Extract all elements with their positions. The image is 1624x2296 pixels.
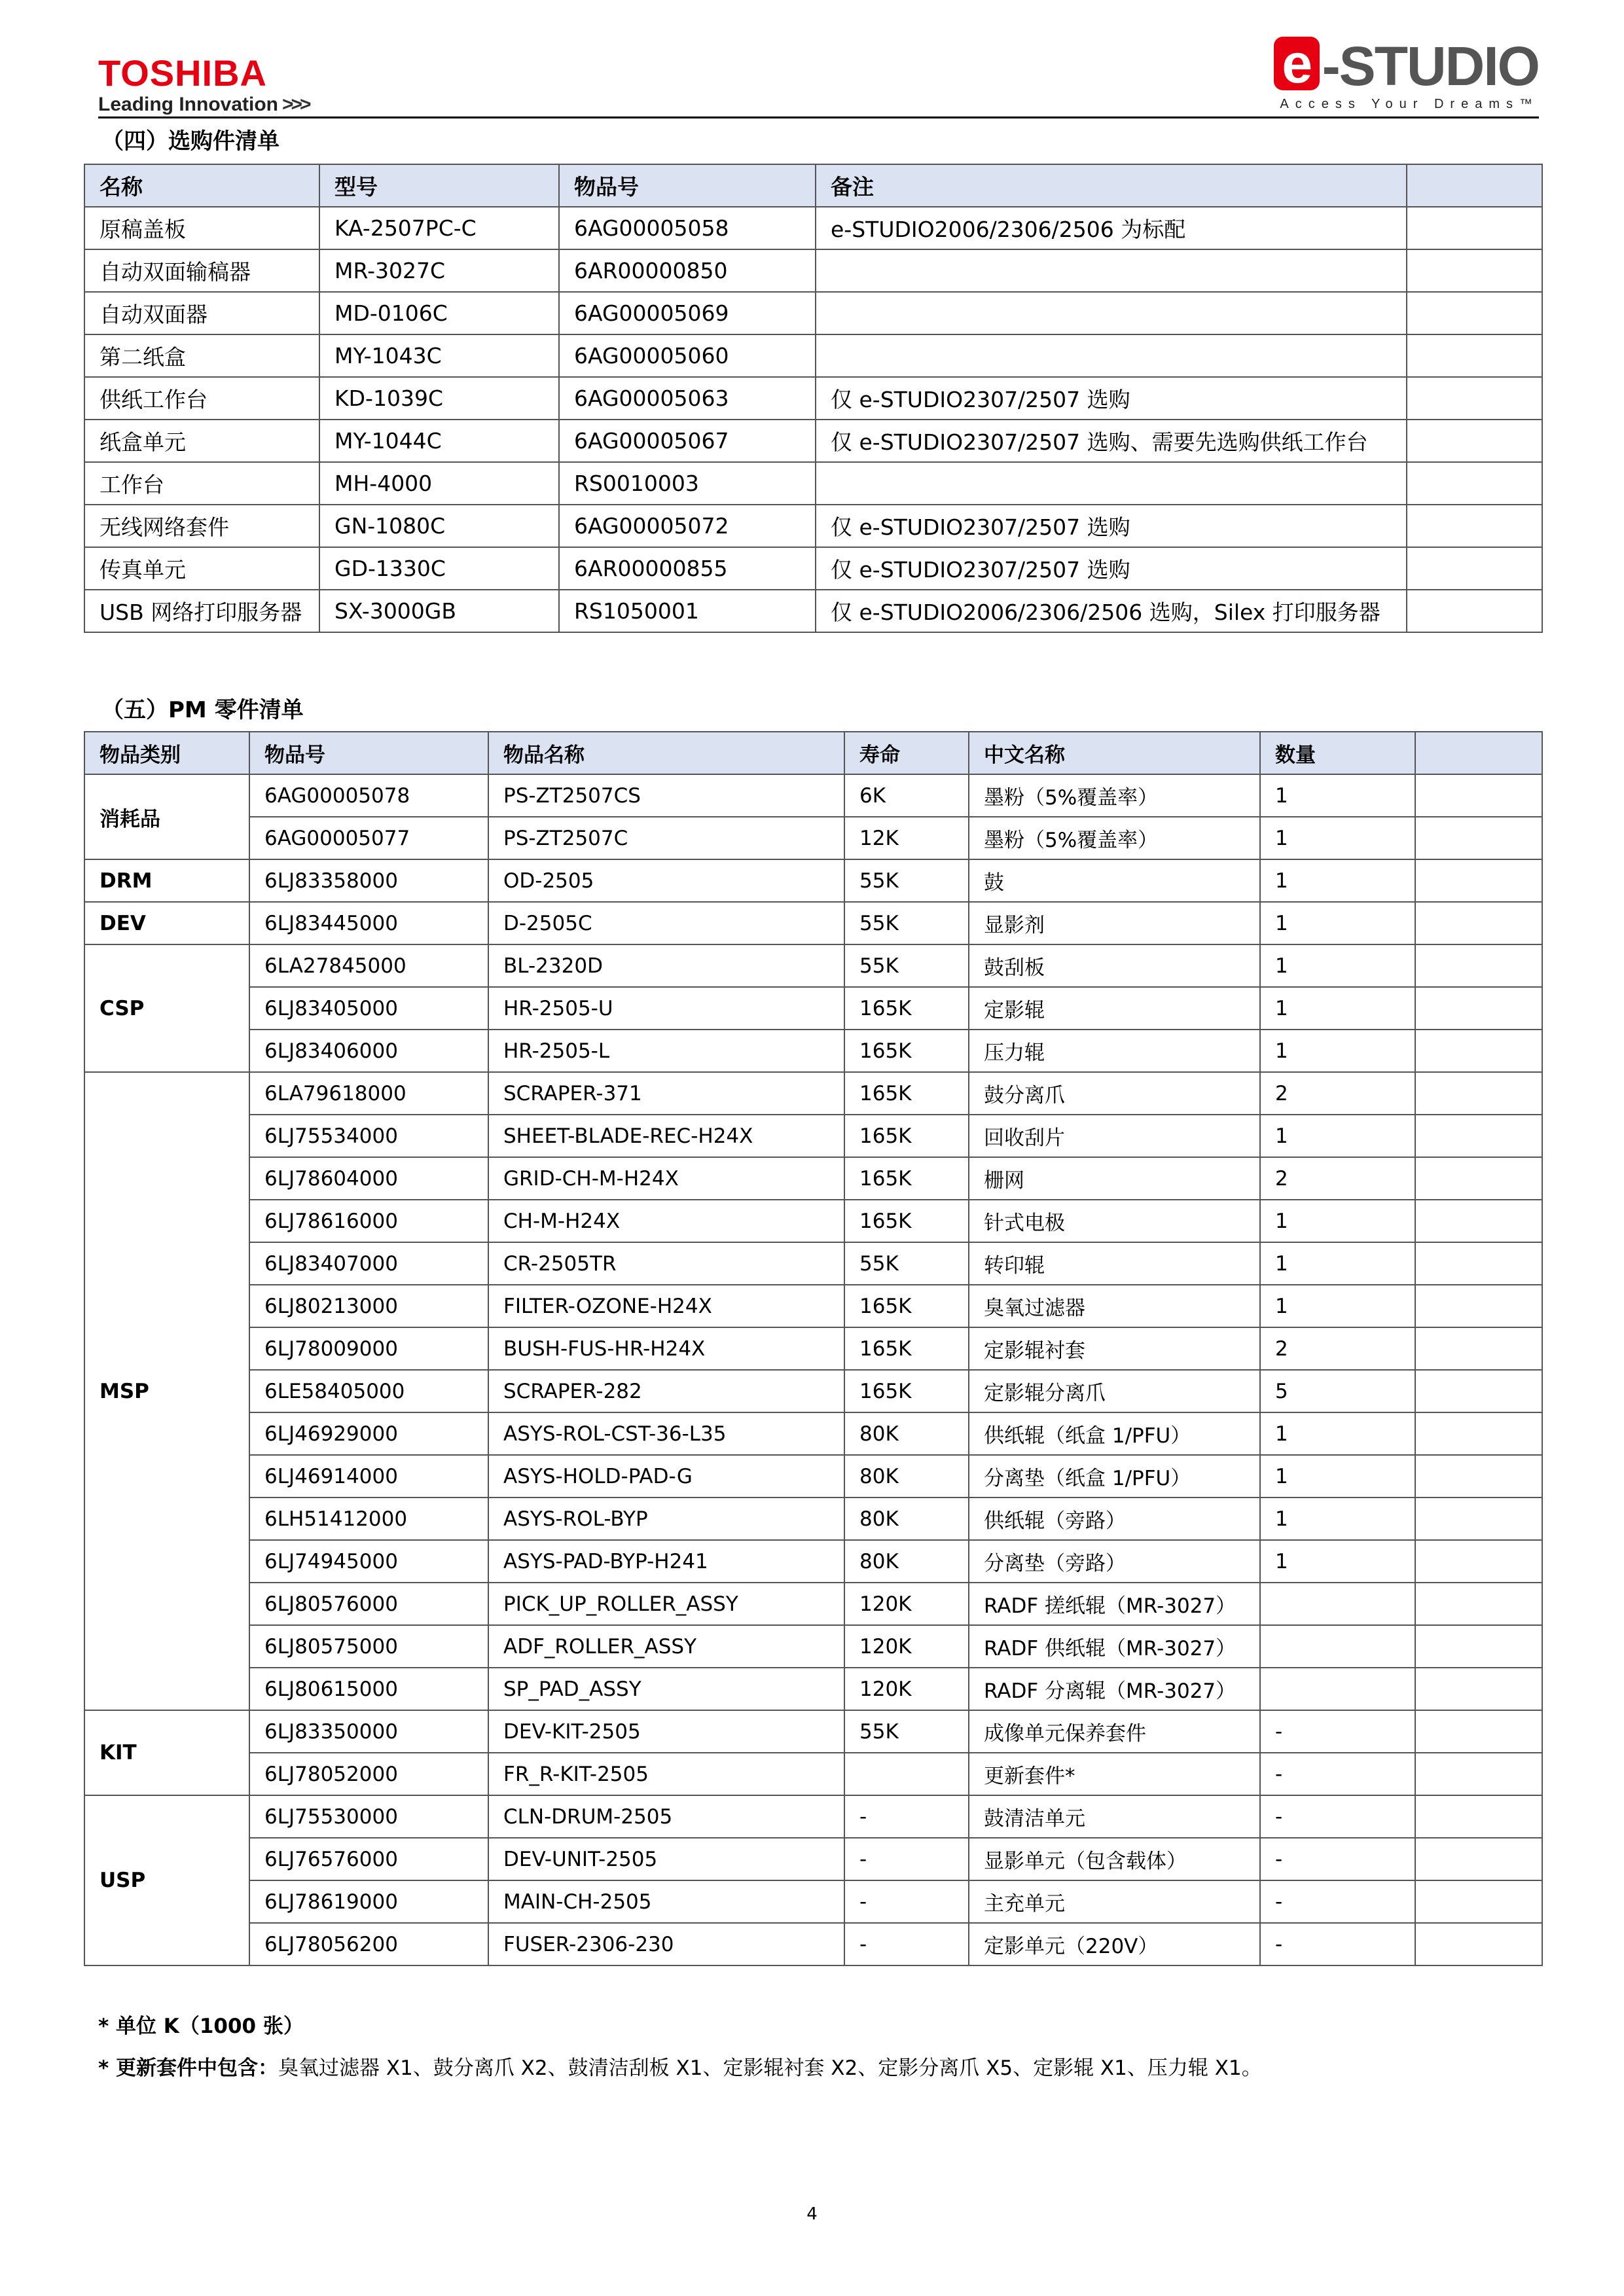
table-cell: 1: [1260, 1285, 1415, 1327]
table-cell: [1407, 334, 1542, 377]
empty-cell: [1415, 1157, 1542, 1200]
table-cell: 1: [1260, 1540, 1415, 1583]
table-header-cell: 名称: [84, 164, 319, 207]
table-row: [84, 207, 1542, 249]
table-row: [84, 1327, 1542, 1370]
table-cell: 转印辊: [969, 1242, 1260, 1285]
table-cell: CLN-DRUM-2505: [488, 1795, 844, 1838]
table-cell: 1: [1260, 817, 1415, 859]
empty-cell: [1415, 1923, 1542, 1965]
table-row: [84, 462, 1542, 505]
table-cell: -: [1260, 1838, 1415, 1880]
table-cell: 显影剂: [969, 902, 1260, 944]
table-cell: SCRAPER-371: [488, 1072, 844, 1115]
table-cell: 臭氧过滤器: [969, 1285, 1260, 1327]
table-cell: PICK_UP_ROLLER_ASSY: [488, 1583, 844, 1625]
table-row: [84, 944, 1542, 987]
table-cell: DEV-KIT-2505: [488, 1710, 844, 1753]
table-cell: FUSER-2306-230: [488, 1923, 844, 1965]
section4-title: （四）选购件清单: [101, 128, 280, 154]
table-cell: 1: [1260, 944, 1415, 987]
table-cell: 定影辊分离爪: [969, 1370, 1260, 1412]
table-row: [84, 1795, 1542, 1838]
table-row: [84, 1455, 1542, 1498]
table-cell: 80K: [844, 1540, 969, 1583]
table-cell: 仅 e-STUDIO2307/2507 选购: [816, 505, 1407, 547]
table-cell: 6AG00005069: [559, 292, 816, 334]
table-row: [84, 902, 1542, 944]
table-cell: MD-0106C: [319, 292, 559, 334]
table-cell: 1: [1260, 1412, 1415, 1455]
table-row: [84, 987, 1542, 1030]
table-row: [84, 547, 1542, 590]
table-cell: FR_R-KIT-2505: [488, 1753, 844, 1795]
empty-cell: [1415, 774, 1542, 817]
empty-cell: [1415, 1880, 1542, 1923]
pm-parts-table: [84, 731, 1543, 1966]
table-cell: 2: [1260, 1327, 1415, 1370]
page-number: 4: [806, 2204, 818, 2224]
table-cell: 墨粉（5%覆盖率）: [969, 774, 1260, 817]
toshiba-logo: [98, 54, 309, 117]
table-cell: [1260, 1625, 1415, 1668]
table-cell: 55K: [844, 1710, 969, 1753]
table-cell: 80K: [844, 1412, 969, 1455]
table-cell: 6LJ46914000: [249, 1455, 488, 1498]
table-cell: 1: [1260, 902, 1415, 944]
category-cell: DRM: [84, 859, 249, 902]
table-cell: 自动双面器: [84, 292, 319, 334]
empty-cell: [1415, 859, 1542, 902]
table-cell: 成像单元保养套件: [969, 1710, 1260, 1753]
table-cell: -: [844, 1838, 969, 1880]
table-cell: 1: [1260, 1242, 1415, 1285]
table-cell: 6LJ83358000: [249, 859, 488, 902]
table-cell: 供纸辊（纸盒 1/PFU）: [969, 1412, 1260, 1455]
table-cell: FILTER-OZONE-H24X: [488, 1285, 844, 1327]
table-cell: PS-ZT2507C: [488, 817, 844, 859]
table-cell: 6AG00005077: [249, 817, 488, 859]
table-cell: 鼓分离爪: [969, 1072, 1260, 1115]
category-cell: DEV: [84, 902, 249, 944]
empty-cell: [1415, 1030, 1542, 1072]
options-table-header: [84, 164, 1542, 207]
table-cell: 6LJ83407000: [249, 1242, 488, 1285]
table-cell: 165K: [844, 1285, 969, 1327]
table-cell: GD-1330C: [319, 547, 559, 590]
table-cell: 鼓: [969, 859, 1260, 902]
table-cell: 1: [1260, 1115, 1415, 1157]
category-cell: CSP: [84, 944, 249, 1072]
table-row: [84, 774, 1542, 817]
table-cell: KD-1039C: [319, 377, 559, 420]
table-cell: [1260, 1583, 1415, 1625]
table-cell: SCRAPER-282: [488, 1370, 844, 1412]
table-cell: 6AG00005078: [249, 774, 488, 817]
table-cell: 165K: [844, 1370, 969, 1412]
table-cell: 12K: [844, 817, 969, 859]
table-cell: 1: [1260, 1455, 1415, 1498]
table-cell: 1: [1260, 1030, 1415, 1072]
table-cell: 6LJ80615000: [249, 1668, 488, 1710]
table-cell: 定影单元（220V）: [969, 1923, 1260, 1965]
empty-cell: [1415, 1838, 1542, 1880]
table-cell: 1: [1260, 1498, 1415, 1540]
table-header-cell: 寿命: [844, 732, 969, 774]
table-cell: RS1050001: [559, 590, 816, 632]
table-cell: [1407, 505, 1542, 547]
table-cell: 鼓清洁单元: [969, 1795, 1260, 1838]
table-header-cell: [1407, 164, 1542, 207]
table-cell: -: [844, 1795, 969, 1838]
table-cell: 定影辊: [969, 987, 1260, 1030]
table-cell: SHEET-BLADE-REC-H24X: [488, 1115, 844, 1157]
table-cell: MAIN-CH-2505: [488, 1880, 844, 1923]
table-cell: GRID-CH-M-H24X: [488, 1157, 844, 1200]
table-row: [84, 249, 1542, 292]
table-cell: MH-4000: [319, 462, 559, 505]
table-cell: -: [1260, 1753, 1415, 1795]
table-cell: 6AG00005060: [559, 334, 816, 377]
empty-cell: [1415, 1668, 1542, 1710]
table-cell: RADF 供纸辊（MR-3027）: [969, 1625, 1260, 1668]
table-cell: [844, 1753, 969, 1795]
table-row: [84, 1583, 1542, 1625]
pm-parts-table-header: [84, 732, 1542, 774]
table-cell: ASYS-ROL-CST-36-L35: [488, 1412, 844, 1455]
table-cell: 针式电极: [969, 1200, 1260, 1242]
table-cell: 55K: [844, 944, 969, 987]
table-cell: BUSH-FUS-HR-H24X: [488, 1327, 844, 1370]
table-row: [84, 1412, 1542, 1455]
table-cell: 6LJ78619000: [249, 1880, 488, 1923]
table-cell: -: [844, 1880, 969, 1923]
table-cell: GN-1080C: [319, 505, 559, 547]
brand-name: TOSHIBA: [98, 52, 267, 94]
table-cell: SP_PAD_ASSY: [488, 1668, 844, 1710]
table-cell: 165K: [844, 987, 969, 1030]
table-row: [84, 859, 1542, 902]
table-cell: 2: [1260, 1157, 1415, 1200]
empty-cell: [1415, 1285, 1542, 1327]
table-header-cell: 物品名称: [488, 732, 844, 774]
empty-cell: [1415, 1455, 1542, 1498]
table-cell: 6AR00000855: [559, 547, 816, 590]
table-cell: -: [1260, 1795, 1415, 1838]
empty-cell: [1415, 1498, 1542, 1540]
table-row: [84, 590, 1542, 632]
table-cell: 165K: [844, 1115, 969, 1157]
table-cell: 纸盒单元: [84, 420, 319, 462]
table-cell: USB 网络打印服务器: [84, 590, 319, 632]
table-cell: 6LH51412000: [249, 1498, 488, 1540]
table-cell: 55K: [844, 1242, 969, 1285]
brand-tagline: [98, 93, 309, 117]
table-cell: 主充单元: [969, 1880, 1260, 1923]
empty-cell: [1415, 817, 1542, 859]
table-cell: ADF_ROLLER_ASSY: [488, 1625, 844, 1668]
table-cell: 仅 e-STUDIO2006/2306/2506 选购，Silex 打印服务器: [816, 590, 1407, 632]
table-cell: MR-3027C: [319, 249, 559, 292]
table-cell: 1: [1260, 859, 1415, 902]
table-cell: 6LJ78616000: [249, 1200, 488, 1242]
table-cell: 工作台: [84, 462, 319, 505]
table-row: [84, 1072, 1542, 1115]
table-row: [84, 505, 1542, 547]
table-cell: 6AG00005072: [559, 505, 816, 547]
table-row: [84, 1200, 1542, 1242]
table-cell: ASYS-ROL-BYP: [488, 1498, 844, 1540]
empty-cell: [1415, 944, 1542, 987]
kit-note-text: 臭氧过滤器 X1、鼓分离爪 X2、鼓清洁刮板 X1、定影辊衬套 X2、定影分离爪 X5、定影辊 X1、压力辊 X1。: [278, 2056, 1262, 2080]
table-cell: 165K: [844, 1072, 969, 1115]
table-cell: [816, 249, 1407, 292]
table-cell: 供纸辊（旁路）: [969, 1498, 1260, 1540]
tagline-text: Leading Innovation: [98, 94, 278, 115]
table-cell: [1407, 377, 1542, 420]
table-cell: DEV-UNIT-2505: [488, 1838, 844, 1880]
table-row: [84, 420, 1542, 462]
table-cell: 165K: [844, 1030, 969, 1072]
section5-title: （五）PM 零件清单: [101, 697, 304, 723]
table-cell: [1260, 1668, 1415, 1710]
table-cell: 5: [1260, 1370, 1415, 1412]
table-header-cell: [1415, 732, 1542, 774]
table-cell: 6LJ83445000: [249, 902, 488, 944]
category-cell: MSP: [84, 1072, 249, 1710]
table-cell: [1407, 249, 1542, 292]
table-cell: 仅 e-STUDIO2307/2507 选购: [816, 377, 1407, 420]
table-cell: BL-2320D: [488, 944, 844, 987]
options-table: [84, 164, 1543, 633]
table-row: [84, 1242, 1542, 1285]
table-cell: 6LJ78052000: [249, 1753, 488, 1795]
table-row: [84, 334, 1542, 377]
table-cell: 定影辊衬套: [969, 1327, 1260, 1370]
table-header-cell: 备注: [816, 164, 1407, 207]
table-cell: 165K: [844, 1200, 969, 1242]
table-cell: [1407, 207, 1542, 249]
table-row: [84, 1498, 1542, 1540]
table-cell: 6LA27845000: [249, 944, 488, 987]
table-cell: 6K: [844, 774, 969, 817]
estudio-logo: [1274, 33, 1539, 112]
empty-cell: [1415, 1370, 1542, 1412]
table-cell: MY-1044C: [319, 420, 559, 462]
table-header-cell: 物品号: [559, 164, 816, 207]
table-cell: 80K: [844, 1455, 969, 1498]
table-cell: 1: [1260, 774, 1415, 817]
unit-note: * 单位 K（1000 张）: [98, 2015, 304, 2038]
table-cell: 6AG00005067: [559, 420, 816, 462]
table-cell: e-STUDIO2006/2306/2506 为标配: [816, 207, 1407, 249]
kit-note-label: * 更新套件中包含：: [98, 2056, 279, 2080]
table-cell: 6LJ76576000: [249, 1838, 488, 1880]
empty-cell: [1415, 1625, 1542, 1668]
table-row: [84, 1838, 1542, 1880]
table-cell: 更新套件*: [969, 1753, 1260, 1795]
table-cell: 分离垫（旁路）: [969, 1540, 1260, 1583]
table-header-cell: 数量: [1260, 732, 1415, 774]
table-cell: -: [1260, 1880, 1415, 1923]
estudio-wordmark-text: -STUDIO: [1322, 35, 1539, 97]
table-cell: [1407, 420, 1542, 462]
category-cell: KIT: [84, 1710, 249, 1795]
table-cell: 供纸工作台: [84, 377, 319, 420]
table-row: [84, 1030, 1542, 1072]
table-cell: 6LJ83405000: [249, 987, 488, 1030]
kit-note: [98, 2055, 1262, 2081]
table-cell: [816, 292, 1407, 334]
table-cell: 6LJ80575000: [249, 1625, 488, 1668]
table-cell: 无线网络套件: [84, 505, 319, 547]
table-cell: 6AG00005058: [559, 207, 816, 249]
table-cell: 6LJ75530000: [249, 1795, 488, 1838]
table-row: [84, 1157, 1542, 1200]
table-cell: 6LJ83350000: [249, 1710, 488, 1753]
table-cell: 6LJ78009000: [249, 1327, 488, 1370]
estudio-wordmark: [1274, 33, 1539, 97]
table-cell: 120K: [844, 1625, 969, 1668]
empty-cell: [1415, 987, 1542, 1030]
empty-cell: [1415, 902, 1542, 944]
empty-cell: [1415, 1200, 1542, 1242]
table-cell: 鼓刮板: [969, 944, 1260, 987]
table-cell: 6LJ78056200: [249, 1923, 488, 1965]
table-cell: 墨粉（5%覆盖率）: [969, 817, 1260, 859]
empty-cell: [1415, 1795, 1542, 1838]
table-cell: ASYS-PAD-BYP-H241: [488, 1540, 844, 1583]
empty-cell: [1415, 1242, 1542, 1285]
table-cell: [1407, 590, 1542, 632]
table-cell: 显影单元（包含载体）: [969, 1838, 1260, 1880]
table-cell: KA-2507PC-C: [319, 207, 559, 249]
table-cell: ASYS-HOLD-PAD-G: [488, 1455, 844, 1498]
table-cell: SX-3000GB: [319, 590, 559, 632]
table-cell: 2: [1260, 1072, 1415, 1115]
table-cell: 6LA79618000: [249, 1072, 488, 1115]
table-row: [84, 1625, 1542, 1668]
table-cell: 仅 e-STUDIO2307/2507 选购、需要先选购供纸工作台: [816, 420, 1407, 462]
empty-cell: [1415, 1583, 1542, 1625]
table-row: [84, 377, 1542, 420]
table-cell: 第二纸盒: [84, 334, 319, 377]
estudio-e-mark: e: [1274, 37, 1320, 90]
table-cell: D-2505C: [488, 902, 844, 944]
table-cell: 120K: [844, 1668, 969, 1710]
empty-cell: [1415, 1072, 1542, 1115]
table-cell: 6AR00000850: [559, 249, 816, 292]
table-cell: 压力辊: [969, 1030, 1260, 1072]
table-cell: HR-2505-L: [488, 1030, 844, 1072]
table-row: [84, 1710, 1542, 1753]
table-cell: 分离垫（纸盒 1/PFU）: [969, 1455, 1260, 1498]
table-cell: 6LJ46929000: [249, 1412, 488, 1455]
table-cell: [816, 334, 1407, 377]
table-cell: 6LJ78604000: [249, 1157, 488, 1200]
table-cell: 自动双面输稿器: [84, 249, 319, 292]
table-cell: [1407, 292, 1542, 334]
table-cell: 55K: [844, 902, 969, 944]
table-cell: 1: [1260, 1200, 1415, 1242]
table-row: [84, 1115, 1542, 1157]
table-cell: -: [844, 1923, 969, 1965]
table-cell: RADF 搓纸辊（MR-3027）: [969, 1583, 1260, 1625]
table-cell: 120K: [844, 1583, 969, 1625]
table-header-cell: 型号: [319, 164, 559, 207]
table-cell: 栅网: [969, 1157, 1260, 1200]
table-cell: 传真单元: [84, 547, 319, 590]
table-cell: 原稿盖板: [84, 207, 319, 249]
table-cell: RADF 分离辊（MR-3027）: [969, 1668, 1260, 1710]
table-cell: HR-2505-U: [488, 987, 844, 1030]
empty-cell: [1415, 1115, 1542, 1157]
empty-cell: [1415, 1412, 1542, 1455]
table-cell: 80K: [844, 1498, 969, 1540]
category-cell: 消耗品: [84, 774, 249, 859]
table-cell: 6LJ75534000: [249, 1115, 488, 1157]
table-cell: OD-2505: [488, 859, 844, 902]
empty-cell: [1415, 1710, 1542, 1753]
table-row: [84, 1753, 1542, 1795]
table-cell: [816, 462, 1407, 505]
table-cell: 6LJ80213000: [249, 1285, 488, 1327]
table-cell: [1407, 547, 1542, 590]
table-cell: 165K: [844, 1157, 969, 1200]
table-cell: -: [1260, 1710, 1415, 1753]
table-cell: CR-2505TR: [488, 1242, 844, 1285]
table-cell: 仅 e-STUDIO2307/2507 选购: [816, 547, 1407, 590]
estudio-slogan: Access Your Dreams™: [1280, 97, 1539, 111]
table-row: [84, 1370, 1542, 1412]
table-cell: 6LE58405000: [249, 1370, 488, 1412]
empty-cell: [1415, 1753, 1542, 1795]
table-row: [84, 817, 1542, 859]
table-header-cell: 物品类别: [84, 732, 249, 774]
empty-cell: [1415, 1327, 1542, 1370]
category-cell: USP: [84, 1795, 249, 1965]
table-cell: 1: [1260, 987, 1415, 1030]
table-cell: CH-M-H24X: [488, 1200, 844, 1242]
table-cell: PS-ZT2507CS: [488, 774, 844, 817]
table-cell: 6AG00005063: [559, 377, 816, 420]
table-row: [84, 1540, 1542, 1583]
table-header-cell: 中文名称: [969, 732, 1260, 774]
table-cell: MY-1043C: [319, 334, 559, 377]
table-cell: 6LJ80576000: [249, 1583, 488, 1625]
table-cell: -: [1260, 1923, 1415, 1965]
table-cell: 回收刮片: [969, 1115, 1260, 1157]
table-row: [84, 292, 1542, 334]
table-row: [84, 1285, 1542, 1327]
empty-cell: [1415, 1540, 1542, 1583]
table-row: [84, 1668, 1542, 1710]
table-header-cell: 物品号: [249, 732, 488, 774]
table-cell: 6LJ74945000: [249, 1540, 488, 1583]
table-cell: 165K: [844, 1327, 969, 1370]
table-cell: [1407, 462, 1542, 505]
table-row: [84, 1880, 1542, 1923]
table-row: [84, 1923, 1542, 1965]
tagline-arrows-icon: >>>: [282, 94, 309, 115]
table-cell: 55K: [844, 859, 969, 902]
table-cell: 6LJ83406000: [249, 1030, 488, 1072]
header-divider: [98, 117, 1539, 118]
table-cell: RS0010003: [559, 462, 816, 505]
